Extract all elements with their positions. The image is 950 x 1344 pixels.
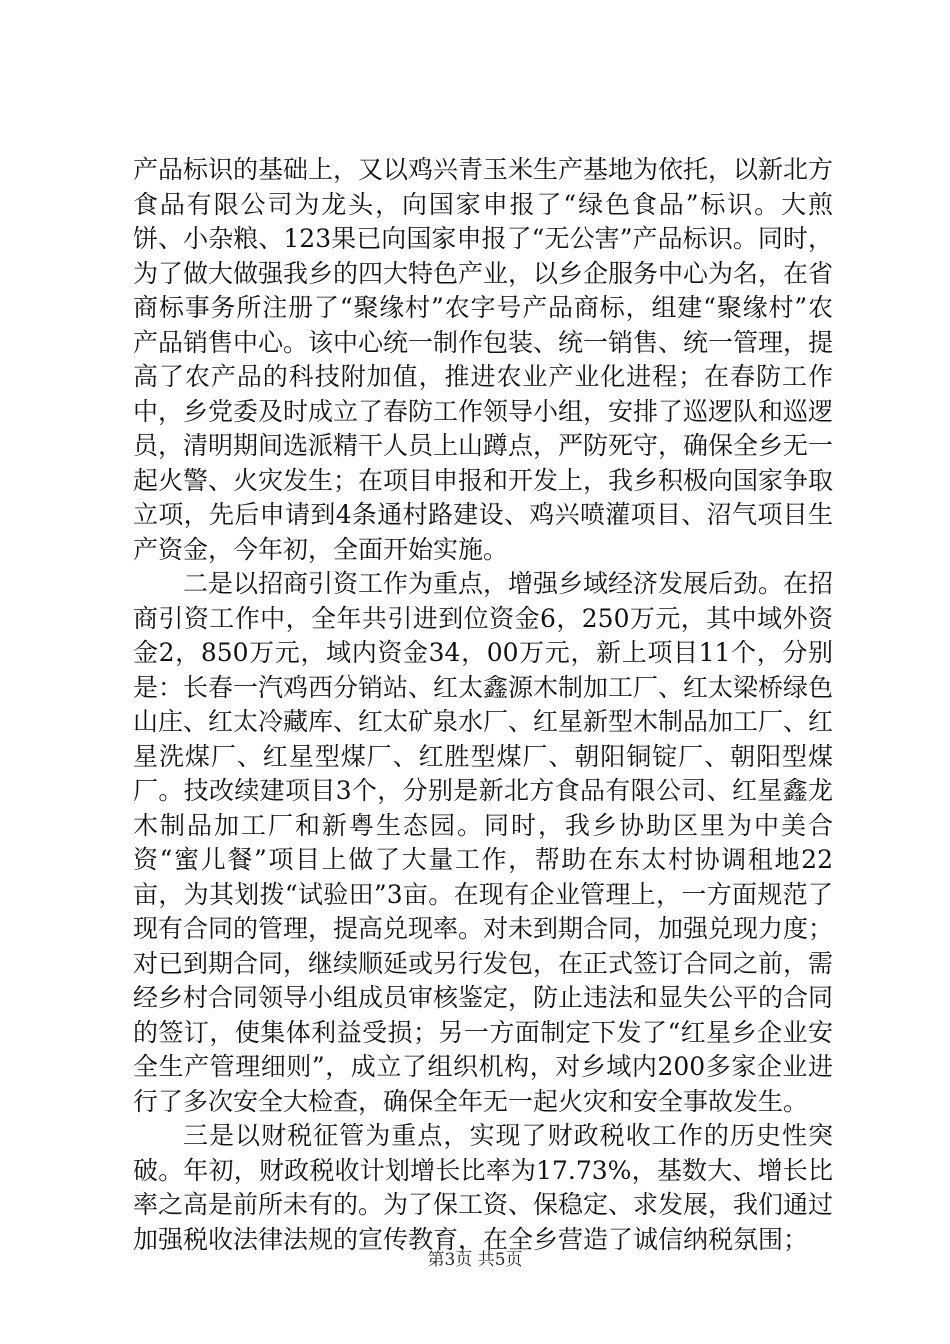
- paragraph-continuation: 产品标识的基础上，又以鸡兴青玉米生产基地为依托，以新北方食品有限公司为龙头，向国家申报了“绿色食品”标识。大煎饼、小杂粮、123果已向国家申报了“无公害”产品标识。同时，为了做大做强我乡的四大特色产业，以乡企服务中心为名，在省商标事务所注册了“聚缘村”农字号产品商标，组建“聚缘村”农产品销售中心。该中心统一制作包装、统一销售、统一管理，提高了农产品的科技附加值，推进农业产业化进程；在春防工作中，乡党委及时成立了春防工作领导小组，安排了巡逻队和巡逻员，清明期间选派精干人员上山蹲点，严防死守，确保全乡无一起火警、火灾发生；在项目申报和开发上，我乡积极向国家争取立项，先后申请到4条通村路建设、鸡兴喷灌项目、沼气项目生产资金，今年初，全面开始实施。: [133, 155, 834, 564]
- document-body: [133, 153, 833, 1257]
- page-footer: 第3页 共5页: [427, 1250, 523, 1270]
- paragraph-taxation: 三是以财税征管为重点，实现了财政税收工作的历史性突破。年初，财政税收计划增长比率为17.73%，基数大、增长比率之高是前所未有的。为了保工资、保稳定、求发展，我们通过加强税收法律法规的宣传教育，在全乡营造了诚信纳税氛围；: [133, 1121, 834, 1254]
- paragraph-investment: 二是以招商引资工作为重点，增强乡域经济发展后劲。在招商引资工作中，全年共引进到位资金6，250万元，其中域外资金2，850万元，域内资金34，00万元，新上项目11个，分别是：长春一汽鸡西分销站、红太鑫源木制加工厂、红太梁桥绿色山庄、红太冷藏库、红太矿泉水厂、红星新型木制品加工厂、红星洗煤厂、红星型煤厂、红胜型煤厂、朝阳铜锭厂、朝阳型煤厂。技改续建项目3个，分别是新北方食品有限公司、红星鑫龙木制品加工厂和新粤生态园。同时，我乡协助区里为中美合资“蜜儿餐”项目上做了大量工作，帮助在东太村协调租地22亩，为其划拨“试验田”3亩。在现有企业管理上，一方面规范了现有合同的管理，提高兑现率。对未到期合同，加强兑现力度；对已到期合同，继续顺延或另行发包，在正式签订合同之前，需经乡村合同领导小组成员审核鉴定，防止违法和显失公平的合同的签订，使集体利益受损；另一方面制定下发了“红星乡企业安全生产管理细则”，成立了组织机构，对乡域内200多家企业进行了多次安全大检查，确保全年无一起火灾和安全事故发生。: [133, 569, 834, 1116]
